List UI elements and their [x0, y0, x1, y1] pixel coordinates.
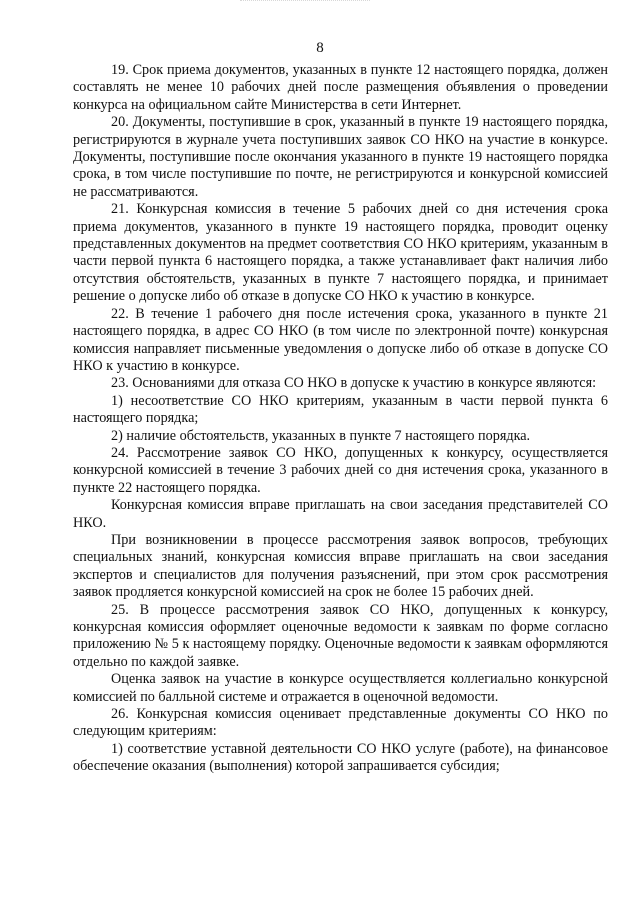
scan-artifact	[240, 0, 370, 7]
paragraph-20: 20. Документы, поступившие в срок, указанный в пункте 19 настоящего порядка, регистрируются в журнале учета поступивших заявок СО НКО на участие в конкурсе. Документы, поступившие после окончания указанного в пункте 19 настоящего порядка срока, в том числе поступившие по почте, не регистрируются и конкурсной комиссией не рассматриваются.	[73, 114, 608, 200]
paragraph-23-item-2: 2) наличие обстоятельств, указанных в пункте 7 настоящего порядка.	[111, 427, 531, 444]
paragraph-21: 21. Конкурсная комиссия в течение 5 рабочих дней со дня истечения срока приема документов, указанного в пункте 19 настоящего порядка, проводит оценку представленных документов на предмет соответствия СО НКО критериям, указанным в части первой пункта 6 настоящего порядка, а также устанавливает факт наличия либо отсутствия обстоятельств, указанных в пункте 7 настоящего порядка, и принимает решение о допуске либо об отказе в допуске СО НКО к участию в конкурсе.	[73, 201, 608, 305]
paragraph-26: 26. Конкурсная комиссия оценивает представленные документы СО НКО по следующим критериям:	[73, 706, 608, 740]
paragraph-24: 24. Рассмотрение заявок СО НКО, допущенных к конкурсу, осуществляется конкурсной комиссией в течение 3 рабочих дней со дня истечения срока, указанного в пункте 22 настоящего порядка.	[73, 444, 608, 496]
paragraph-24-invite: Конкурсная комиссия вправе приглашать на свои заседания представителей СО НКО.	[73, 497, 608, 531]
paragraph-22: 22. В течение 1 рабочего дня после истечения срока, указанного в пункте 21 настоящего порядка, в адрес СО НКО (в том числе по электронной почте) конкурсная комиссия направляет письменные уведомления о допуске либо об отказе в допуске СО НКО к участию в конкурсе.	[73, 305, 608, 374]
paragraph-23: 23. Основаниями для отказа СО НКО в допуске к участию в конкурсе являются:	[111, 375, 597, 392]
page-number: 8	[316, 40, 324, 56]
document-body	[73, 62, 608, 776]
paragraph-26-item-1: 1) соответствие уставной деятельности СО НКО услуге (работе), на финансовое обеспечение оказания (выполнения) которой запрашивается субсидия;	[73, 740, 608, 775]
paragraph-19: 19. Срок приема документов, указанных в пункте 12 настоящего порядка, должен составлять не менее 10 рабочих дней после размещения объявления о проведении конкурса на официальном сайте Министерства в сети Интернет.	[73, 62, 608, 113]
paragraph-24-experts: При возникновении в процессе рассмотрения заявок вопросов, требующих специальных знаний, конкурсная комиссия вправе приглашать на свои заседания экспертов и специалистов для получения разъяснений, при этом срок рассмотрения заявок продляется конкурсной комиссией на срок не более 15 рабочих дней.	[73, 531, 608, 601]
paragraph-23-item-1: 1) несоответствие СО НКО критериям, указанным в части первой пункта 6 настоящего порядка;	[73, 392, 608, 427]
paragraph-25-evaluation: Оценка заявок на участие в конкурсе осуществляется коллегиально конкурсной комиссией по балльной системе и отражается в оценочной ведомости.	[73, 671, 608, 705]
paragraph-25: 25. В процессе рассмотрения заявок СО НКО, допущенных к конкурсу, конкурсная комиссия оформляет оценочные ведомости к заявкам по форме согласно приложению № 5 к настоящему порядку. Оценочные ведомости к заявкам оформляются отдельно по каждой заявке.	[73, 601, 608, 670]
